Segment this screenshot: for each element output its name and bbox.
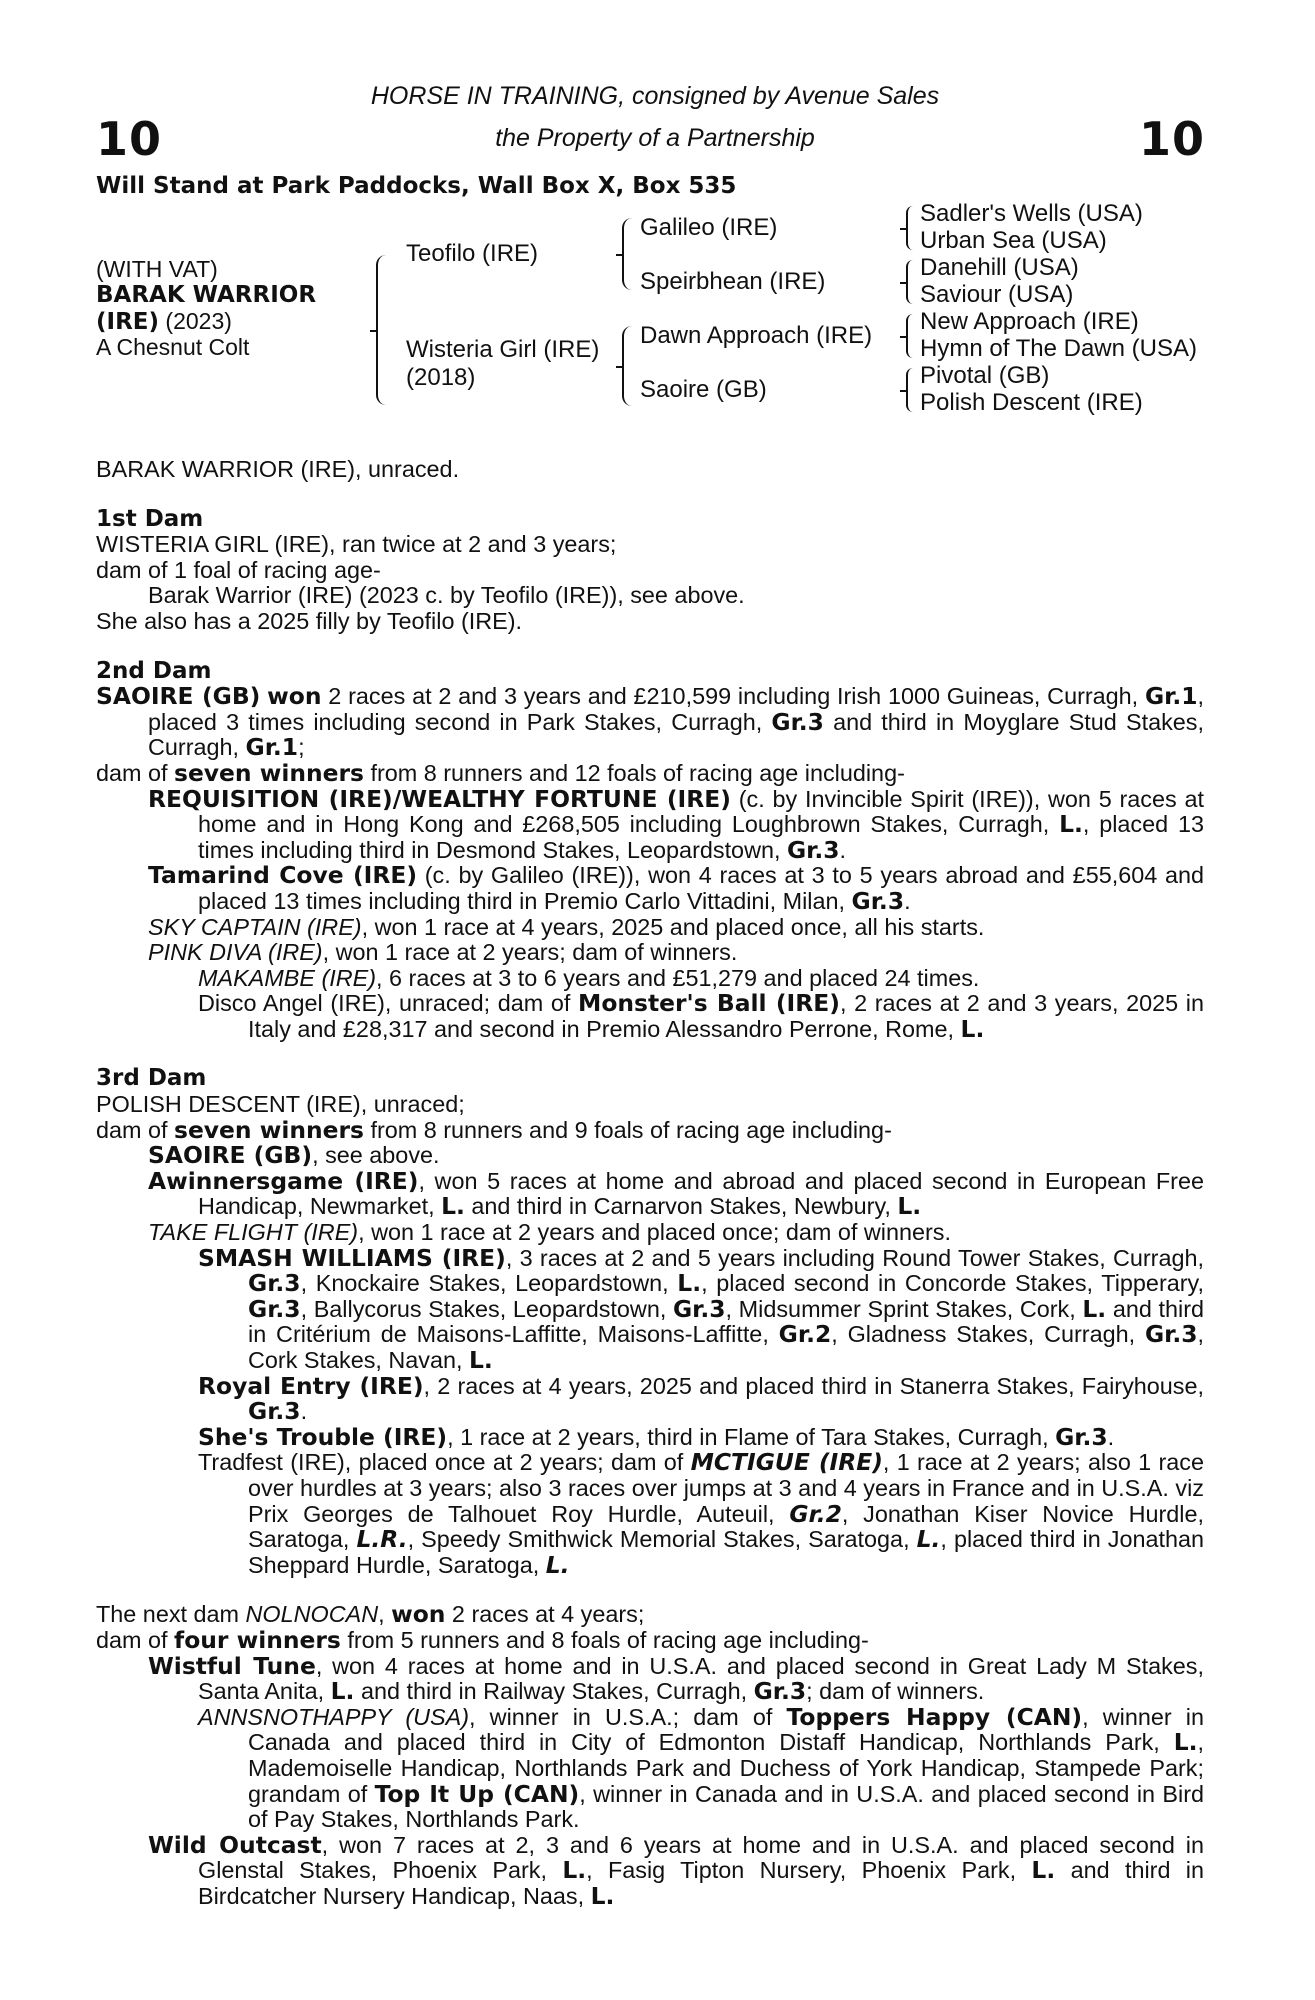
requisition-entry: REQUISITION (IRE)/WEALTHY FORTUNE (IRE) (c. by Invincible Spirit (IRE)), won 5 races at home and in Hong Kong and £268,505 including Loughbrown Stakes, Curragh, L., placed 13 times including third in Desmond Stakes, Leopardstown, Gr.3.	[148, 784, 1204, 864]
catalogue-body	[96, 457, 1204, 1909]
tradfest-entry: Tradfest (IRE), placed once at 2 years; dam of MCTIGUE (IRE), 1 race at 2 years; also 1 race over hurdles at 3 years; also 3 races over jumps at 3 and 4 years in France and in U.S.A. viz Prix Georges de Talhouet Roy Hurdle, Auteuil, Gr.2, Jonathan Kiser Novice Hurdle, Saratoga, L.R., Speedy Smithwick Memorial Stakes, Saratoga, L., placed third in Jonathan Sheppard Hurdle, Saratoga, L.	[198, 1448, 1204, 1579]
first-dam-heading: 1st Dam	[96, 505, 204, 532]
second-dam-entry: SAOIRE (GB) won 2 races at 2 and 3 years and £210,599 including Irish 1000 Guineas, Curragh, Gr.1, placed 3 times including second in Park Stakes, Curragh, Gr.3 and third in Moyglare Stud Stakes, Curragh, Gr.1;	[96, 682, 1205, 762]
horse-name: BARAK WARRIOR	[96, 282, 317, 308]
pedigree-g7: Pivotal (GB)	[920, 362, 1050, 389]
horse-year: (2023)	[159, 308, 232, 334]
next-dam-produce: dam of four winners from 5 runners and 8 foals of racing age including-	[96, 1625, 869, 1654]
header-property: the Property of a Partnership	[495, 124, 815, 152]
stand-location: Will Stand at Park Paddocks, Wall Box X, Box 535	[96, 173, 737, 199]
summary: BARAK WARRIOR (IRE), unraced.	[96, 456, 460, 482]
pedigree-brace-g4	[906, 368, 916, 412]
horse-country: (IRE)	[96, 309, 160, 335]
pedigree-dam-sire: Dawn Approach (IRE)	[640, 322, 873, 349]
wistful-tune-entry: Wistful Tune, won 4 races at home and in U.S.A. and placed second in Great Lady M Stakes, Santa Anita, L. and third in Railway Stakes, Curragh, Gr.3; dam of winners.	[148, 1651, 1204, 1706]
saoire-ref-entry: SAOIRE (GB), see above.	[148, 1141, 440, 1170]
pedigree-g1: Sadler's Wells (USA)	[920, 200, 1143, 227]
pedigree-g8: Polish Descent (IRE)	[920, 389, 1143, 416]
pedigree-brace-g3	[906, 314, 916, 358]
first-dam-note: She also has a 2025 filly by Teofilo (IRE).	[96, 607, 523, 634]
take-flight-entry: TAKE FLIGHT (IRE), won 1 race at 2 years and placed once; dam of winners.	[148, 1219, 951, 1246]
lot-number-right: 10	[1138, 112, 1205, 166]
pink-diva-entry: PINK DIVA (IRE), won 1 race at 2 years; dam of winners.	[148, 939, 738, 966]
sky-captain-entry: SKY CAPTAIN (IRE), won 1 race at 4 years, 2025 and placed once, all his starts.	[148, 913, 985, 940]
pedigree-dam-dam: Saoire (GB)	[640, 376, 767, 403]
smash-williams-entry: SMASH WILLIAMS (IRE), 3 races at 2 and 5 years including Round Tower Stakes, Curragh, Gr.3, Knockaire Stakes, Leopardstown, L., placed second in Concorde Stakes, Tipperary, Gr.3, Ballycorus Stakes, Leopardstown, Gr.3, Midsummer Sprint Stakes, Cork, L. and third in Critérium de Maisons-Laffitte, Maisons-Laffitte, Gr.2, Gladness Stakes, Curragh, Gr.3, Cork Stakes, Navan, L.	[198, 1243, 1205, 1374]
pedigree-brace-g2	[906, 260, 916, 304]
saoire-name: SAOIRE (GB)	[96, 682, 261, 711]
second-dam-produce: dam of seven winners from 8 runners and 12 foals of racing age including-	[96, 758, 905, 787]
horse-origin	[96, 308, 232, 335]
pedigree-sire-sire: Galileo (IRE)	[640, 214, 778, 241]
third-dam-heading: 3rd Dam	[96, 1065, 207, 1092]
pedigree-g4: Saviour (USA)	[920, 281, 1074, 308]
first-dam-line: WISTERIA GIRL (IRE), ran twice at 2 and 3 years;	[96, 531, 617, 558]
makambe-entry: MAKAMBE (IRE), 6 races at 3 to 6 years and £51,279 and placed 24 times.	[198, 964, 980, 991]
vat-note: (WITH VAT)	[96, 256, 218, 282]
pedigree-brace-g1	[906, 206, 916, 250]
pedigree-g5: New Approach (IRE)	[920, 308, 1139, 335]
pedigree-brace-main	[376, 255, 388, 405]
third-dam-produce: dam of seven winners from 8 runners and 9 foals of racing age including-	[96, 1115, 892, 1144]
header-consignor: HORSE IN TRAINING, consigned by Avenue Sales	[370, 82, 940, 110]
disco-angel-entry: Disco Angel (IRE), unraced; dam of Monster's Ball (IRE), 2 races at 2 and 3 years, 2025 in Italy and £28,317 and second in Premio Alessandro Perrone, Rome, L.	[198, 989, 1205, 1043]
pedigree-brace-dam	[622, 326, 634, 406]
tamarind-entry: Tamarind Cove (IRE) (c. by Galileo (IRE)), won 4 races at 3 to 5 years abroad and £55,604 and placed 13 times including third in Premio Carlo Vittadini, Milan, Gr.3.	[148, 861, 1204, 915]
wild-outcast-entry: Wild Outcast, won 7 races at 2, 3 and 6 years at home and in U.S.A. and placed second in Glenstal Stakes, Phoenix Park, L., Fasig Tipton Nursery, Phoenix Park, L. and third in Birdcatcher Nursery Handicap, Naas, L.	[148, 1830, 1205, 1910]
pedigree-dam-year: (2018)	[406, 364, 476, 391]
third-dam-line: POLISH DESCENT (IRE), unraced;	[96, 1091, 465, 1118]
second-dam-heading: 2nd Dam	[96, 657, 212, 684]
awinnersgame-entry: Awinnersgame (IRE), won 5 races at home and abroad and placed second in European Free Handicap, Newmarket, L. and third in Carnarvon Stakes, Newbury, L.	[148, 1166, 1204, 1221]
pedigree-sire-dam: Speirbhean (IRE)	[640, 268, 826, 295]
annsnothappy-entry: ANNSNOTHAPPY (USA), winner in U.S.A.; dam of Toppers Happy (CAN), winner in Canada and placed third in City of Edmonton Distaff Handicap, Northlands Park, L., Mademoiselle Handicap, Northlands Park and Duchess of York Handicap, Stampede Park; grandam of Top It Up (CAN), winner in Canada and in U.S.A. and placed second in Bird of Pay Stakes, Northlands Park.	[198, 1702, 1205, 1833]
first-dam-produce: dam of 1 foal of racing age-	[96, 556, 381, 583]
first-dam-foal: Barak Warrior (IRE) (2023 c. by Teofilo (IRE)), see above.	[148, 582, 745, 609]
won-label: won	[267, 682, 322, 711]
pedigree-g3: Danehill (USA)	[920, 254, 1079, 281]
shes-trouble-entry: She's Trouble (IRE), 1 race at 2 years, third in Flame of Tara Stakes, Curragh, Gr.3.	[198, 1422, 1115, 1451]
pedigree-g6: Hymn of The Dawn (USA)	[920, 335, 1197, 362]
royal-entry-entry: Royal Entry (IRE), 2 races at 4 years, 2025 and placed third in Stanerra Stakes, Fairyhouse, Gr.3.	[198, 1371, 1204, 1426]
pedigree-dam: Wisteria Girl (IRE)	[406, 336, 600, 363]
pedigree-g2: Urban Sea (USA)	[920, 227, 1107, 254]
pedigree-sire: Teofilo (IRE)	[406, 240, 539, 267]
lot-number-left: 10	[96, 112, 163, 166]
pedigree-brace-sire	[622, 218, 634, 290]
horse-description: A Chesnut Colt	[96, 334, 250, 360]
next-dam-line: The next dam NOLNOCAN, won 2 races at 4 years;	[96, 1600, 645, 1629]
